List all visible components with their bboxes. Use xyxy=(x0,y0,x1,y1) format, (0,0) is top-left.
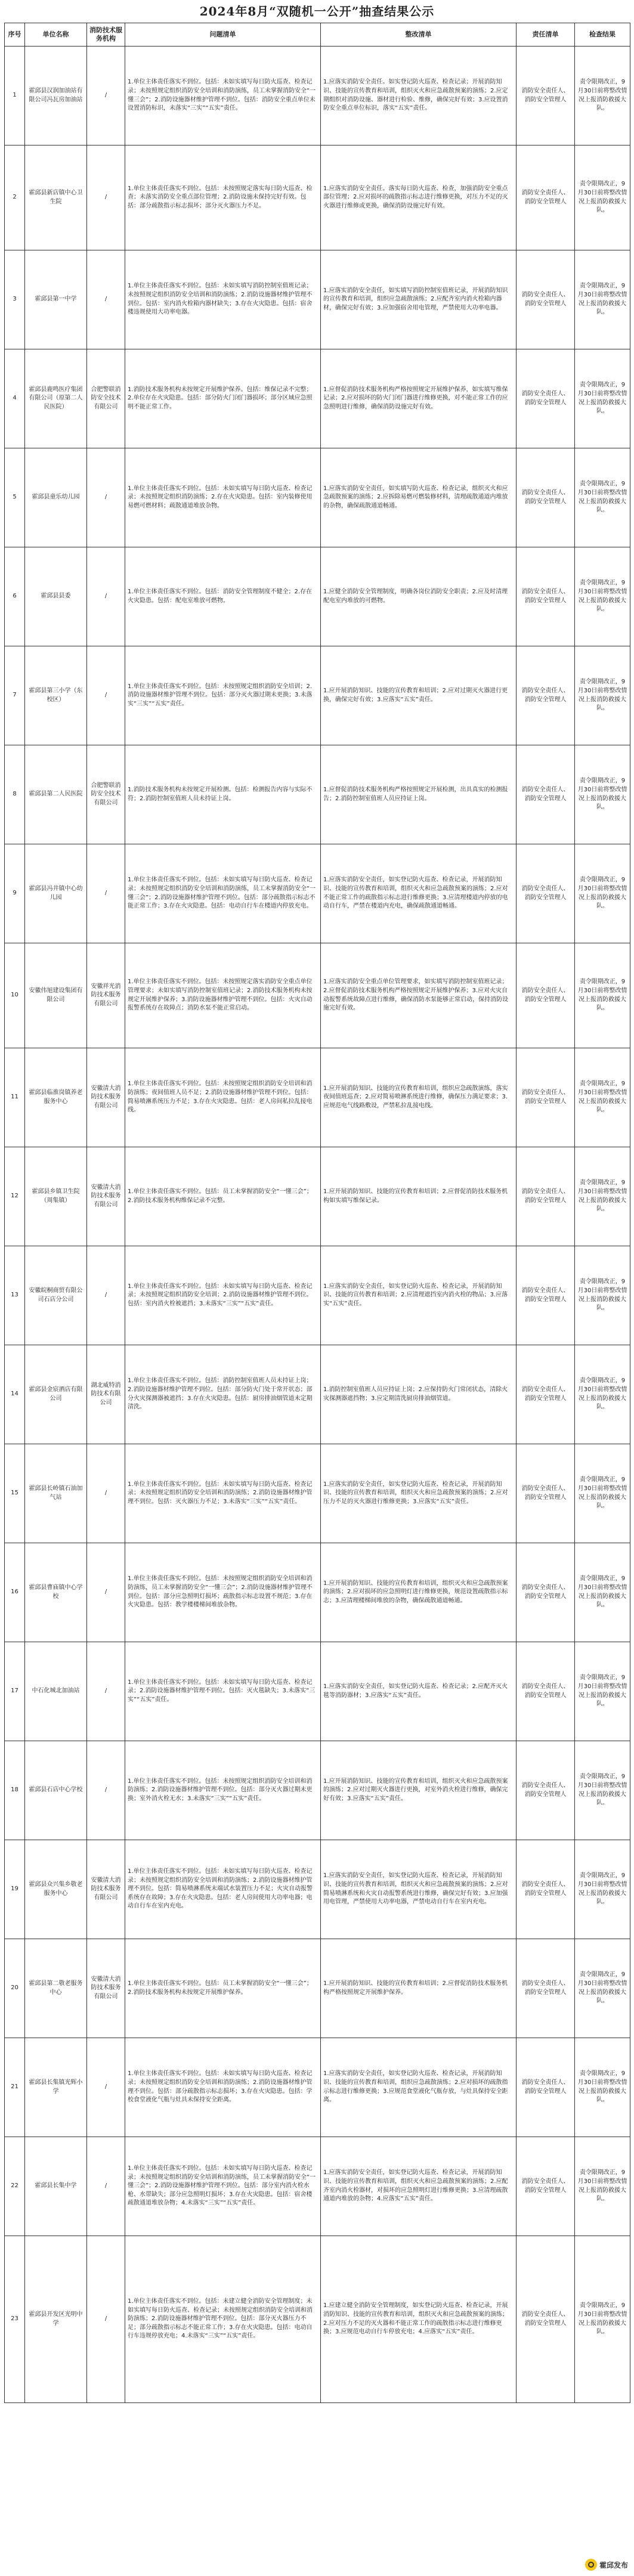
unit-name: 霍邱县开发区光明中学 xyxy=(25,2236,87,2403)
rectification-list: 1.应开展消防知识、技能的宣传教育和培训；2.应对过期灭火器进行更换，确保完好有效；3.应落实“五实”责任。 xyxy=(321,646,517,745)
inspection-result: 责令限期改正，9月30日前将整改情况上报消防救援大队。 xyxy=(575,844,630,943)
service-agency: / xyxy=(87,1246,125,1345)
row-number: 17 xyxy=(5,1642,25,1741)
service-agency: / xyxy=(87,448,125,547)
inspection-result: 责令限期改正，9月30日前将整改情况上报消防救援大队。 xyxy=(575,1840,630,1939)
watermark xyxy=(583,2557,630,2572)
issue-list: 1.单位主体责任落实不到位。包括：未如实填写每日防火巡查、检查记录；未按照规定组织消防安全培训和消防演练；2.消防设施器材维护管理不到位。包括：部分疏散指示标志损坏；3.存在火灾隐患。包括：学校食堂液化气瓶与灶具未保持安全距离。 xyxy=(125,2038,321,2137)
responsibility-list: 消防安全责任人、消防安全管理人 xyxy=(517,844,575,943)
responsibility-list: 消防安全责任人、消防安全管理人 xyxy=(517,1642,575,1741)
unit-name: 霍邱县汉润加油站有限公司冯瓦房加油站 xyxy=(25,47,87,145)
service-agency: / xyxy=(87,2038,125,2137)
responsibility-list: 消防安全责任人、消防安全管理人 xyxy=(517,745,575,844)
inspection-result: 责令限期改正，9月30日前将整改情况上报消防救援大队。 xyxy=(575,2236,630,2403)
rectification-list: 1.应落实消防安全责任，如实登记防火巡查、检查记录，开展消防知识、技能的宣传教育和培训，组织灭火和应急疏散预案的演练；2.应对简易喷淋系统和火灾自动报警系统进行维修，确保完好有效；3.应加强用电管理，严禁使用大功率电器，严禁电动自行车在室内充电。 xyxy=(321,1840,517,1939)
rectification-list: 1.应落实消防安全责任。落实每日防火巡查、检查，加强消防安全重点部位管理；2.应对损坏的疏散指示标志进行维修更换，对压力不足的灭火器进行维修或更换，确保消防设施完好有效。 xyxy=(321,145,517,250)
row-number: 19 xyxy=(5,1840,25,1939)
service-agency: / xyxy=(87,2236,125,2403)
publisher-logo-icon xyxy=(585,2559,597,2571)
issue-list: 1.单位主体责任落实不到位。包括：未如实填写每日防火巡查、检查记录；未按照规定组织消防安全培训和消防演练，员工未掌握消防安全“一懂三会”；2.消防设施器材维护管理不到位。包括：部分疏散指示标志不能正常工作；3.存在火灾隐患。包括：电动自行车在楼道内停放充电。 xyxy=(125,844,321,943)
rectification-list: 1.应落实消防安全责任，如实填写防火巡查、检查记录，组织灭火和应急疏散预案的演练；2.应拆除易燃可燃装修材料，清理疏散通道内堆放的杂物，确保疏散通道畅通。 xyxy=(321,448,517,547)
rectification-list: 1.应落实消防安全责任，如实登记防火巡查、检查记录，开展消防知识、技能的宣传教育和培训，组织灭火和应急疏散预案的演练；2.应配齐室内消火栓器材，对损坏的应急照明灯进行维修更换；3.应清理疏散通道内堆放的杂物；4.应落实“五实”责任。 xyxy=(321,2137,517,2236)
table-row xyxy=(5,145,630,250)
issue-list: 1.单位主体责任落实不到位。包括：员工未掌握消防安全“一懂三会”；2.消防技术服务机构维保记录不完整。 xyxy=(125,1147,321,1246)
document-page xyxy=(4,0,630,2403)
rectification-list: 1.应开展消防知识、技能的宣传教育和培训；2.应督促消防技术服务机构如实填写维保记录。 xyxy=(321,1147,517,1246)
table-row xyxy=(5,1642,630,1741)
responsibility-list: 消防安全责任人、消防安全管理人 xyxy=(517,943,575,1048)
row-number: 3 xyxy=(5,250,25,349)
table-body xyxy=(5,47,630,2403)
inspection-result: 责令限期改正，9月30日前将整改情况上报消防救援大队。 xyxy=(575,547,630,646)
rectification-list: 1.应开展消防知识、技能的宣传教育和培训，组织灭火和应急疏散预案的演练；2.应对损坏的应急照明灯进行维修更换，规范设置疏散指示标志；3.应清理楼梯间堆放的杂物，确保疏散通道畅通。 xyxy=(321,1543,517,1642)
row-number: 5 xyxy=(5,448,25,547)
inspection-result: 责令限期改正，9月30日前将整改情况上报消防救援大队。 xyxy=(575,1345,630,1444)
responsibility-list: 消防安全责任人、消防安全管理人 xyxy=(517,2236,575,2403)
responsibility-list: 消防安全责任人、消防安全管理人 xyxy=(517,1741,575,1840)
inspection-result: 责令限期改正，9月30日前将整改情况上报消防救援大队。 xyxy=(575,47,630,145)
unit-name: 霍邱县鹿鸣医疗集团有限公司（原第二人民医院） xyxy=(25,349,87,448)
inspection-result: 责令限期改正，9月30日前将整改情况上报消防救援大队。 xyxy=(575,646,630,745)
rectification-list: 1.应落实消防安全重点单位管理要求，如实填写消防控制室值班记录；2.应督促消防技术服务机构严格按照规定开展维护保养；3.应对火灾自动报警系统故障点进行维修，确保消防水泵能够正常启动，保持消防设施完好有效。 xyxy=(321,943,517,1048)
rectification-list: 1.应督促消防技术服务机构严格按照规定开展检测，出具真实的检测报告；2.消防控制室值班人员应持证上岗。 xyxy=(321,745,517,844)
inspection-result: 责令限期改正，9月30日前将整改情况上报消防救援大队。 xyxy=(575,250,630,349)
rectification-list: 1.应开展消防知识、技能的宣传教育和培训，组织应急疏散演练，落实夜间值班巡查；2.应对简易喷淋系统进行维修，确保压力满足要求；3.应规范电气线路敷设，严禁私拉乱接电线。 xyxy=(321,1048,517,1147)
issue-list: 1.单位主体责任落实不到位。包括：未如实填写每日防火巡查、检查记录；未按照规定组织消防安全培训和消防演练，员工未掌握消防安全“一懂三会”；2.消防设施器材维护管理不到位。包括：消防安全重点单位未设置消防标识，未落实“三实”“五实”责任。 xyxy=(125,47,321,145)
inspection-result: 责令限期改正，9月30日前将整改情况上报消防救援大队。 xyxy=(575,1543,630,1642)
inspection-result: 责令限期改正，9月30日前将整改情况上报消防救援大队。 xyxy=(575,1246,630,1345)
service-agency: / xyxy=(87,2137,125,2236)
unit-name: 霍邱县第二人民医院 xyxy=(25,745,87,844)
responsibility-list: 消防安全责任人、消防安全管理人 xyxy=(517,448,575,547)
responsibility-list: 消防安全责任人、消防安全管理人 xyxy=(517,1939,575,2038)
table-row xyxy=(5,2137,630,2236)
inspection-result: 责令限期改正，9月30日前将整改情况上报消防救援大队。 xyxy=(575,943,630,1048)
row-number: 2 xyxy=(5,145,25,250)
inspection-result: 责令限期改正，9月30日前将整改情况上报消防救援大队。 xyxy=(575,448,630,547)
table-row xyxy=(5,547,630,646)
table-row xyxy=(5,349,630,448)
unit-name: 霍邱县第一中学 xyxy=(25,250,87,349)
row-number: 14 xyxy=(5,1345,25,1444)
service-agency: 安徽清大消防技术服务有限公司 xyxy=(87,1939,125,2038)
row-number: 6 xyxy=(5,547,25,646)
service-agency: / xyxy=(87,1741,125,1840)
row-number: 23 xyxy=(5,2236,25,2403)
issue-list: 1.单位主体责任落实不到位。包括：未如实填写每日防火巡查、检查记录；未按照规定组织消防安全培训和消防演练，员工未掌握消防安全“一懂三会”；2.消防设施器材维护管理不到位。包括：部分室内消火栓水枪、水带缺失；部分应急照明灯损坏；3.存在火灾隐患。包括：宿舍楼疏散通道堆放杂物；4.未落实“三实”“五实”责任。 xyxy=(125,2137,321,2236)
table-row xyxy=(5,1048,630,1147)
service-agency: / xyxy=(87,145,125,250)
responsibility-list: 消防安全责任人、消防安全管理人 xyxy=(517,1444,575,1543)
table-row xyxy=(5,2236,630,2403)
unit-name: 安徽皖桐商贸有限公司石店分公司 xyxy=(25,1246,87,1345)
responsibility-list: 消防安全责任人、消防安全管理人 xyxy=(517,47,575,145)
rectification-list: 1.应落实消防安全责任，如实登记防火巡查、检查记录，开展消防知识、技能的宣传教育和培训；2.应清理遮挡室内消火栓的物品；3.应落实“五实”责任。 xyxy=(321,1246,517,1345)
unit-name: 霍邱县长集中学 xyxy=(25,2137,87,2236)
unit-name: 霍邱县乡镇卫生院（周集镇） xyxy=(25,1147,87,1246)
service-agency: 合肥警联消防安全技术有限公司 xyxy=(87,349,125,448)
rectification-list: 1.应开展消防知识、技能的宣传教育和培训，组织灭火和应急疏散预案的演练；2.应对过期灭火器进行更换，对室外消火栓进行维修，确保完好有效；3.应落实“五实”责任。 xyxy=(321,1741,517,1840)
service-agency: 安徽清大消防技术服务有限公司 xyxy=(87,1048,125,1147)
table-row xyxy=(5,943,630,1048)
service-agency: / xyxy=(87,1444,125,1543)
watermark-text: 霍邱发布 xyxy=(599,2560,628,2569)
row-number: 10 xyxy=(5,943,25,1048)
table-row xyxy=(5,448,630,547)
table-row xyxy=(5,1246,630,1345)
inspection-result: 责令限期改正，9月30日前将整改情况上报消防救援大队。 xyxy=(575,2038,630,2137)
unit-name: 霍邱县冯井镇中心幼儿园 xyxy=(25,844,87,943)
unit-name: 霍邱县童乐幼儿园 xyxy=(25,448,87,547)
rectification-list: 1.应落实消防安全责任。如实登记防火巡查、检查记录；开展消防知识、技能的宣传教育和培训，组织灭火和应急疏散预案的演练；2.应定期组织对消防设施、器材进行检验、维修，确保完好有效；3.应设置消防安全重点单位标识，落实“五实”责任。 xyxy=(321,47,517,145)
table-row xyxy=(5,1345,630,1444)
inspection-result: 责令限期改正，9月30日前将整改情况上报消防救援大队。 xyxy=(575,1642,630,1741)
issue-list: 1.单位主体责任落实不到位。包括：未如实填写每日防火巡查、检查记录；未按照规定组织消防安全培训；2.消防设施器材维护管理不到位。包括：室内消火栓被遮挡；3.未落实“三实”“五实”责任。 xyxy=(125,1246,321,1345)
issue-list: 1.单位主体责任落实不到位。包括：消防控制室值班人员未持证上岗；2.消防设施器材维护管理不到位。包括：部分防火门处于常开状态；部分火灾探测器被遮挡；3.存在火灾隐患。包括：厨房排油烟管道未定期清洗。 xyxy=(125,1345,321,1444)
inspection-result: 责令限期改正，9月30日前将整改情况上报消防救援大队。 xyxy=(575,1048,630,1147)
row-number: 11 xyxy=(5,1048,25,1147)
table-row xyxy=(5,1939,630,2038)
rectification-list: 1.应建立健全消防安全管理制度，如实登记防火巡查、检查记录，开展消防知识、技能的宣传教育和培训，组织灭火和应急疏散预案的演练；2.应对压力不足的灭火器和不能正常工作的疏散指示标志进行维修更换；3.应规范电动自行车停放充电；4.应落实“五实”责任。 xyxy=(321,2236,517,2403)
rectification-list: 1.消防控制室值班人员应持证上岗；2.应保持防火门常闭状态，清除火灾探测器遮挡物；3.应定期清洗厨房排油烟管道。 xyxy=(321,1345,517,1444)
responsibility-list: 消防安全责任人、消防安全管理人 xyxy=(517,2137,575,2236)
issue-list: 1.消防技术服务机构未按规定开展检测。包括：检测报告内容与实际不符；2.消防控制室值班人员未持证上岗。 xyxy=(125,745,321,844)
service-agency: / xyxy=(87,844,125,943)
issue-list: 1.消防技术服务机构未按规定开展维护保养。包括：维保记录不完整；2.单位存在火灾隐患。包括：部分防火门闭门器损坏；部分区域应急照明不能正常工作。 xyxy=(125,349,321,448)
table-row xyxy=(5,1543,630,1642)
issue-list: 1.单位主体责任落实不到位。包括：未按照规定落实消防安全重点单位管理要求；未如实填写消防控制室值班记录；2.消防技术服务机构未按规定开展维护保养；3.消防设施器材维护管理不到位。包括：火灾自动报警系统存在故障点；消防水泵不能正常启动。 xyxy=(125,943,321,1048)
issue-list: 1.单位主体责任落实不到位。包括：消防安全管理制度不健全；2.存在火灾隐患。包括：配电室堆放可燃物。 xyxy=(125,547,321,646)
inspection-results-table xyxy=(4,23,630,2403)
issue-list: 1.单位主体责任落实不到位。包括：未按照规定组织消防安全培训和消防演练；2.消防设施器材维护管理不到位。包括：部分灭火器过期未更换；室外消火栓无水；3.未落实“三实”“五实”责任。 xyxy=(125,1741,321,1840)
row-number: 15 xyxy=(5,1444,25,1543)
issue-list: 1.单位主体责任落实不到位。包括：未按照规定组织消防安全培训和消防演练；夜间值班人员不足；2.消防设施器材维护管理不到位。包括：简易喷淋系统压力不足；3.存在火灾隐患。包括：老人房间私拉乱接电线。 xyxy=(125,1048,321,1147)
service-agency: / xyxy=(87,547,125,646)
unit-name: 霍邱县第三小学（东校区） xyxy=(25,646,87,745)
service-agency: / xyxy=(87,1543,125,1642)
rectification-list: 1.应督促消防技术服务机构严格按照规定开展维护保养，如实填写维保记录；2.应对损坏的防火门闭门器进行维修更换，对不能正常工作的应急照明进行维修，确保消防设施完好有效。 xyxy=(321,349,517,448)
row-number: 18 xyxy=(5,1741,25,1840)
row-number: 8 xyxy=(5,745,25,844)
service-agency: 安徽清大消防技术服务有限公司 xyxy=(87,1840,125,1939)
responsibility-list: 消防安全责任人、消防安全管理人 xyxy=(517,547,575,646)
rectification-list: 1.应健全消防安全管理制度，明确各岗位消防安全职责；2.应及时清理配电室内堆放的可燃物。 xyxy=(321,547,517,646)
rectification-list: 1.应落实消防安全责任，如实填写消防控制室值班记录，开展消防知识的宣传教育和培训，组织应急疏散演练；2.应配齐室内消火栓箱内器材，确保完好有效；3.应加强宿舍用电管理，严禁使用大功率电器。 xyxy=(321,250,517,349)
issue-list: 1.单位主体责任落实不到位。包括：未按照规定组织消防安全培训；2.消防设施器材维护管理不到位。包括：部分灭火器过期未更换；3.未落实“三实”“五实”责任。 xyxy=(125,646,321,745)
issue-list: 1.单位主体责任落实不到位。包括：员工未掌握消防安全“一懂三会”；2.消防技术服务机构未按规定开展维护保养。 xyxy=(125,1939,321,2038)
rectification-list: 1.应落实消防安全责任，如实登记防火巡查、检查记录；2.应配齐灭火毯等消防器材；3.应落实“五实”责任。 xyxy=(321,1642,517,1741)
inspection-result: 责令限期改正，9月30日前将整改情况上报消防救援大队。 xyxy=(575,1147,630,1246)
service-agency: 安徽祥光消防技术服务有限公司 xyxy=(87,943,125,1048)
unit-name: 霍邱县临淮岗镇养老服务中心 xyxy=(25,1048,87,1147)
service-agency: 合肥警联消防安全技术有限公司 xyxy=(87,745,125,844)
header-duty: 责任清单 xyxy=(517,23,575,47)
rectification-list: 1.应开展消防知识、技能的宣传教育和培训；2.应督促消防技术服务机构严格按照规定开展维护保养。 xyxy=(321,1939,517,2038)
row-number: 12 xyxy=(5,1147,25,1246)
row-number: 9 xyxy=(5,844,25,943)
inspection-result: 责令限期改正，9月30日前将整改情况上报消防救援大队。 xyxy=(575,745,630,844)
inspection-result: 责令限期改正，9月30日前将整改情况上报消防救援大队。 xyxy=(575,349,630,448)
unit-name: 中石化城北加油站 xyxy=(25,1642,87,1741)
issue-list: 1.单位主体责任落实不到位。包括：未如实填写每日防火巡查、检查记录；未按照规定组织消防安全培训和消防演练；2.消防设施器材维护管理不到位。包括：简易喷淋系统末端试水装置压力不足；火灾自动报警系统存在故障；3.存在火灾隐患。包括：老人房间使用大功率电器；电动自行车在室内充电。 xyxy=(125,1840,321,1939)
row-number: 16 xyxy=(5,1543,25,1642)
unit-name: 霍邱县县委 xyxy=(25,547,87,646)
table-row xyxy=(5,2038,630,2137)
issue-list: 1.单位主体责任落实不到位。包括：未按照规定组织消防安全培训和消防演练，员工未掌握消防安全“一懂三会”；2.消防设施器材维护管理不到位。包括：部分应急照明灯损坏；疏散指示标志设置不规范；3.存在火灾隐患。包括：教学楼楼梯间堆放杂物。 xyxy=(125,1543,321,1642)
header-unit-name: 单位名称 xyxy=(25,23,87,47)
table-row xyxy=(5,844,630,943)
table-row xyxy=(5,1444,630,1543)
row-number: 4 xyxy=(5,349,25,448)
row-number: 22 xyxy=(5,2137,25,2236)
service-agency: / xyxy=(87,47,125,145)
unit-name: 霍邱县曹庙镇中心学校 xyxy=(25,1543,87,1642)
document-title: 2024年8月“双随机一公开”抽查结果公示 xyxy=(199,4,435,18)
table-row xyxy=(5,745,630,844)
header-no: 序号 xyxy=(5,23,25,47)
inspection-result: 责令限期改正，9月30日前将整改情况上报消防救援大队。 xyxy=(575,1444,630,1543)
header-issues: 问题清单 xyxy=(125,23,321,47)
unit-name: 安徽伟旭建设集团有限公司 xyxy=(25,943,87,1048)
rectification-list: 1.应落实消防安全责任，如实登记防火巡查、检查记录，开展消防知识、技能的宣传教育和培训，组织灭火和应急疏散预案的演练；2.应对压力不足的灭火器进行维修更换；3.应落实“五实”责任。 xyxy=(321,1444,517,1543)
rectification-list: 1.应落实消防安全责任，如实登记防火巡查、检查记录，开展消防知识、技能的宣传教育和培训，组织灭火和应急疏散预案的演练；2.应对不能正常工作的疏散指示标志进行维修更换；3.应清理楼道内停放的电动自行车，严禁在楼道内充电，确保疏散通道畅通。 xyxy=(321,844,517,943)
service-agency: / xyxy=(87,1642,125,1741)
service-agency: 湖北威特消防技术有限公司 xyxy=(87,1345,125,1444)
table-row xyxy=(5,1741,630,1840)
service-agency: 安徽清大消防技术服务有限公司 xyxy=(87,1147,125,1246)
responsibility-list: 消防安全责任人、消防安全管理人 xyxy=(517,1840,575,1939)
issue-list: 1.单位主体责任落实不到位。包括：未如实填写每日防火巡查、检查记录；未按照规定组织消防安全培训和消防演练；2.消防设施器材维护管理不到位。包括：灭火器压力不足；3.未落实“三实”“五实”责任。 xyxy=(125,1444,321,1543)
responsibility-list: 消防安全责任人、消防安全管理人 xyxy=(517,1543,575,1642)
table-row xyxy=(5,1840,630,1939)
issue-list: 1.单位主体责任落实不到位。包括：未如实填写每日防火巡查、检查记录；2.消防设施器材维护管理不到位。包括：灭火毯缺失；3.未落实“三实”“五实”责任。 xyxy=(125,1642,321,1741)
unit-name: 霍邱县石店中心学校 xyxy=(25,1741,87,1840)
responsibility-list: 消防安全责任人、消防安全管理人 xyxy=(517,2038,575,2137)
responsibility-list: 消防安全责任人、消防安全管理人 xyxy=(517,1147,575,1246)
row-number: 21 xyxy=(5,2038,25,2137)
inspection-result: 责令限期改正，9月30日前将整改情况上报消防救援大队。 xyxy=(575,1741,630,1840)
responsibility-list: 消防安全责任人、消防安全管理人 xyxy=(517,250,575,349)
service-agency: / xyxy=(87,250,125,349)
unit-name: 霍邱县第二敬老服务中心 xyxy=(25,1939,87,2038)
table-header-row xyxy=(5,23,630,47)
inspection-result: 责令限期改正，9月30日前将整改情况上报消防救援大队。 xyxy=(575,2137,630,2236)
responsibility-list: 消防安全责任人、消防安全管理人 xyxy=(517,1246,575,1345)
issue-list: 1.单位主体责任落实不到位。包括：未如实填写消防控制室值班记录；未按照规定组织消防安全培训和消防演练；2.消防设施器材维护管理不到位。包括：室内消火栓箱内器材缺失；3.存在火灾隐患。包括：宿舍楼违规使用大功率电器。 xyxy=(125,250,321,349)
service-agency: / xyxy=(87,646,125,745)
issue-list: 1.单位主体责任落实不到位。包括：未如实填写每日防火巡查、检查记录；未按照规定组织消防演练；2.存在火灾隐患。包括：室内装修使用易燃可燃材料；疏散通道堆放杂物。 xyxy=(125,448,321,547)
header-fixes: 整改清单 xyxy=(321,23,517,47)
responsibility-list: 消防安全责任人、消防安全管理人 xyxy=(517,145,575,250)
unit-name: 霍邱县金宸酒店有限公司 xyxy=(25,1345,87,1444)
unit-name: 霍邱县长岭镇石油加气站 xyxy=(25,1444,87,1543)
unit-name: 霍邱县众兴集乡敬老服务中心 xyxy=(25,1840,87,1939)
row-number: 7 xyxy=(5,646,25,745)
unit-name: 霍邱县长集镇光辉小学 xyxy=(25,2038,87,2137)
header-result: 检查结果 xyxy=(575,23,630,47)
inspection-result: 责令限期改正，9月30日前将整改情况上报消防救援大队。 xyxy=(575,1939,630,2038)
table-row xyxy=(5,646,630,745)
issue-list: 1.单位主体责任落实不到位。包括：未按照规定落实每日防火巡查、检查；未落实消防安全重点部位管理；2.消防设施未保持完好有效。包括：部分疏散指示标志损坏；部分灭火器压力不足。 xyxy=(125,145,321,250)
table-row xyxy=(5,1147,630,1246)
table-row xyxy=(5,47,630,145)
unit-name: 霍邱县新店镇中心卫生院 xyxy=(25,145,87,250)
inspection-result: 责令限期改正，9月30日前将整改情况上报消防救援大队。 xyxy=(575,145,630,250)
row-number: 13 xyxy=(5,1246,25,1345)
row-number: 20 xyxy=(5,1939,25,2038)
responsibility-list: 消防安全责任人、消防安全管理人 xyxy=(517,646,575,745)
responsibility-list: 消防安全责任人、消防安全管理人 xyxy=(517,349,575,448)
rectification-list: 1.应落实消防安全责任，如实登记防火巡查、检查记录，开展消防知识、技能的宣传教育和培训，组织应急疏散演练；2.应对损坏的疏散指示标志进行维修更换；3.应规范食堂液化气瓶存放，与灶具保持安全距离。 xyxy=(321,2038,517,2137)
issue-list: 1.单位主体责任落实不到位。包括：未建立健全消防安全管理制度；未如实填写每日防火巡查、检查记录；未按照规定组织消防安全培训和消防演练；2.消防设施器材维护管理不到位。包括：部分灭火器压力不足；部分疏散指示标志不能正常工作；3.存在火灾隐患。包括：电动自行车违规停放充电；4.未落实“三实”“五实”责任。 xyxy=(125,2236,321,2403)
responsibility-list: 消防安全责任人、消防安全管理人 xyxy=(517,1345,575,1444)
table-row xyxy=(5,250,630,349)
header-agency: 消防技术服务机构 xyxy=(87,23,125,47)
row-number: 1 xyxy=(5,47,25,145)
responsibility-list: 消防安全责任人、消防安全管理人 xyxy=(517,1048,575,1147)
